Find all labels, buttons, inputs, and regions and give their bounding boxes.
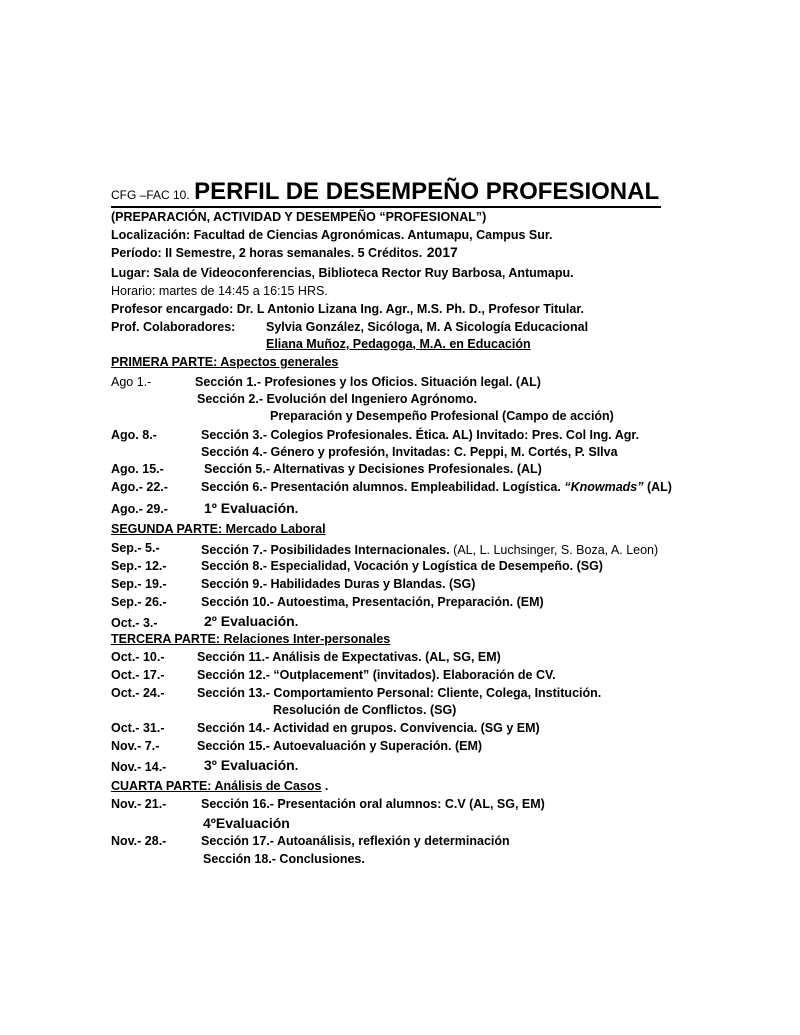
schedule-text: Sección 6.- Presentación alumnos. Empleabilidad. Logística. xyxy=(201,480,561,494)
schedule-text: Sección 17.- Autoanálisis, reflexión y determinación xyxy=(201,834,510,848)
colab-label: Prof. Colaboradores: xyxy=(111,320,236,334)
schedule-date: Oct.- 3.- xyxy=(111,616,158,630)
evaluation-3 xyxy=(204,757,298,775)
evaluation-label: 1º Evaluación xyxy=(204,500,295,516)
schedule-text: Sección 10.- Autoestima, Presentación, Preparación. (EM) xyxy=(201,595,544,609)
parte4-heading-line xyxy=(111,779,328,793)
schedule-row-knowmads xyxy=(201,480,672,494)
schedule-guests: (AL, L. Luchsinger, S. Boza, A. Leon) xyxy=(449,543,659,557)
colab-2: Eliana Muñoz, Pedagoga, M.A. en Educación xyxy=(266,337,531,351)
schedule-row-intl xyxy=(201,541,658,559)
evaluation-1 xyxy=(204,500,298,518)
course-code: CFG –FAC 10. xyxy=(111,188,190,202)
parte2-heading: SEGUNDA PARTE: Mercado Laboral xyxy=(111,522,326,536)
schedule-date: Ago. 15.- xyxy=(111,462,164,476)
schedule-date: Oct.- 17.- xyxy=(111,668,165,682)
schedule-date: Nov.- 14.- xyxy=(111,760,167,774)
schedule-date: Ago 1.- xyxy=(111,375,152,389)
schedule-text: Sección 16.- Presentación oral alumnos: C.V (AL, SG, EM) xyxy=(201,797,545,811)
schedule-suffix: (AL) xyxy=(643,480,672,494)
schedule-text: Sección 1.- Profesiones y los Oficios. Situación legal. (AL) xyxy=(195,375,541,389)
schedule-text: Sección 5.- Alternativas y Decisiones Profesionales. (AL) xyxy=(204,462,542,476)
localizacion: Localización: Facultad de Ciencias Agronómicas. Antumapu, Campus Sur. xyxy=(111,228,553,242)
knowmads-term: “Knowmads” xyxy=(564,480,644,494)
parte4-heading-end: . xyxy=(321,779,329,793)
schedule-text: Sección 3.- Colegios Profesionales. Ética. AL) Invitado: Pres. Col Ing. Agr. xyxy=(201,428,640,442)
periodo-line xyxy=(111,244,458,262)
schedule-text: Sección 8.- Especialidad, Vocación y Logística de Desempeño. (SG) xyxy=(201,559,603,573)
evaluation-2 xyxy=(204,613,298,631)
evaluation-dot: . xyxy=(294,502,299,516)
evaluation-label: 3º Evaluación xyxy=(204,757,295,773)
schedule-date: Sep.- 12.- xyxy=(111,559,167,573)
title-underline xyxy=(111,206,661,208)
schedule-text: Sección 18.- Conclusiones. xyxy=(203,852,365,866)
schedule-text: Sección 14.- Actividad en grupos. Convivencia. (SG y EM) xyxy=(197,721,540,735)
schedule-text: Resolución de Conflictos. (SG) xyxy=(273,703,457,717)
profesor: Profesor encargado: Dr. L Antonio Lizana Ing. Agr., M.S. Ph. D., Profesor Titular. xyxy=(111,302,584,316)
schedule-text: Sección 7.- Posibilidades Internacionales. xyxy=(201,543,450,557)
schedule-date: Nov.- 21.- xyxy=(111,797,167,811)
schedule-date: Sep.- 19.- xyxy=(111,577,167,591)
schedule-text: Sección 4.- Género y profesión, Invitadas: C. Peppi, M. Cortés, P. SIlva xyxy=(201,445,618,459)
document-header xyxy=(111,178,659,206)
colab-1: Sylvia González, Sicóloga, M. A Sicología Educacional xyxy=(266,320,589,334)
subtitle: (PREPARACIÓN, ACTIVIDAD Y DESEMPEÑO “PROFESIONAL”) xyxy=(111,210,487,224)
evaluation-4: 4ºEvaluación xyxy=(203,815,290,831)
schedule-text: Sección 15.- Autoevaluación y Superación. (EM) xyxy=(197,739,483,753)
evaluation-dot: . xyxy=(294,759,299,773)
schedule-date: Oct.- 31.- xyxy=(111,721,165,735)
schedule-text: Sección 2.- Evolución del Ingeniero Agrónomo. xyxy=(197,392,478,406)
schedule-text: Sección 11.- Análisis de Expectativas. (AL, SG, EM) xyxy=(197,650,501,664)
parte3-heading: TERCERA PARTE: Relaciones Inter-personales xyxy=(111,632,391,646)
lugar: Lugar: Sala de Videoconferencias, Biblioteca Rector Ruy Barbosa, Antumapu. xyxy=(111,266,574,280)
page-title: PERFIL DE DESEMPEÑO PROFESIONAL xyxy=(194,178,660,205)
schedule-date: Oct.- 24.- xyxy=(111,686,165,700)
parte1-heading: PRIMERA PARTE: Aspectos generales xyxy=(111,355,339,369)
schedule-text: Sección 12.- “Outplacement” (invitados). Elaboración de CV. xyxy=(197,668,556,682)
evaluation-label: 2º Evaluación xyxy=(204,613,295,629)
schedule-text: Sección 13.- Comportamiento Personal: Cliente, Colega, Institución. xyxy=(197,686,602,700)
schedule-date: Ago.- 29.- xyxy=(111,502,168,516)
horario: Horario: martes de 14:45 a 16:15 HRS. xyxy=(111,284,328,298)
evaluation-dot: . xyxy=(294,615,299,629)
schedule-text: Sección 9.- Habilidades Duras y Blandas. (SG) xyxy=(201,577,476,591)
schedule-date: Sep.- 26.- xyxy=(111,595,167,609)
schedule-text: Preparación y Desempeño Profesional (Campo de acción) xyxy=(270,409,614,423)
schedule-date: Nov.- 7.- xyxy=(111,739,160,753)
periodo: Período: II Semestre, 2 horas semanales. 5 Créditos. xyxy=(111,246,423,260)
schedule-date: Ago. 8.- xyxy=(111,428,157,442)
year: 2017 xyxy=(426,244,458,260)
parte4-heading: CUARTA PARTE: Análisis de Casos xyxy=(111,779,322,793)
schedule-date: Sep.- 5.- xyxy=(111,541,160,555)
schedule-date: Oct.- 10.- xyxy=(111,650,165,664)
schedule-date: Ago.- 22.- xyxy=(111,480,168,494)
schedule-date: Nov.- 28.- xyxy=(111,834,167,848)
